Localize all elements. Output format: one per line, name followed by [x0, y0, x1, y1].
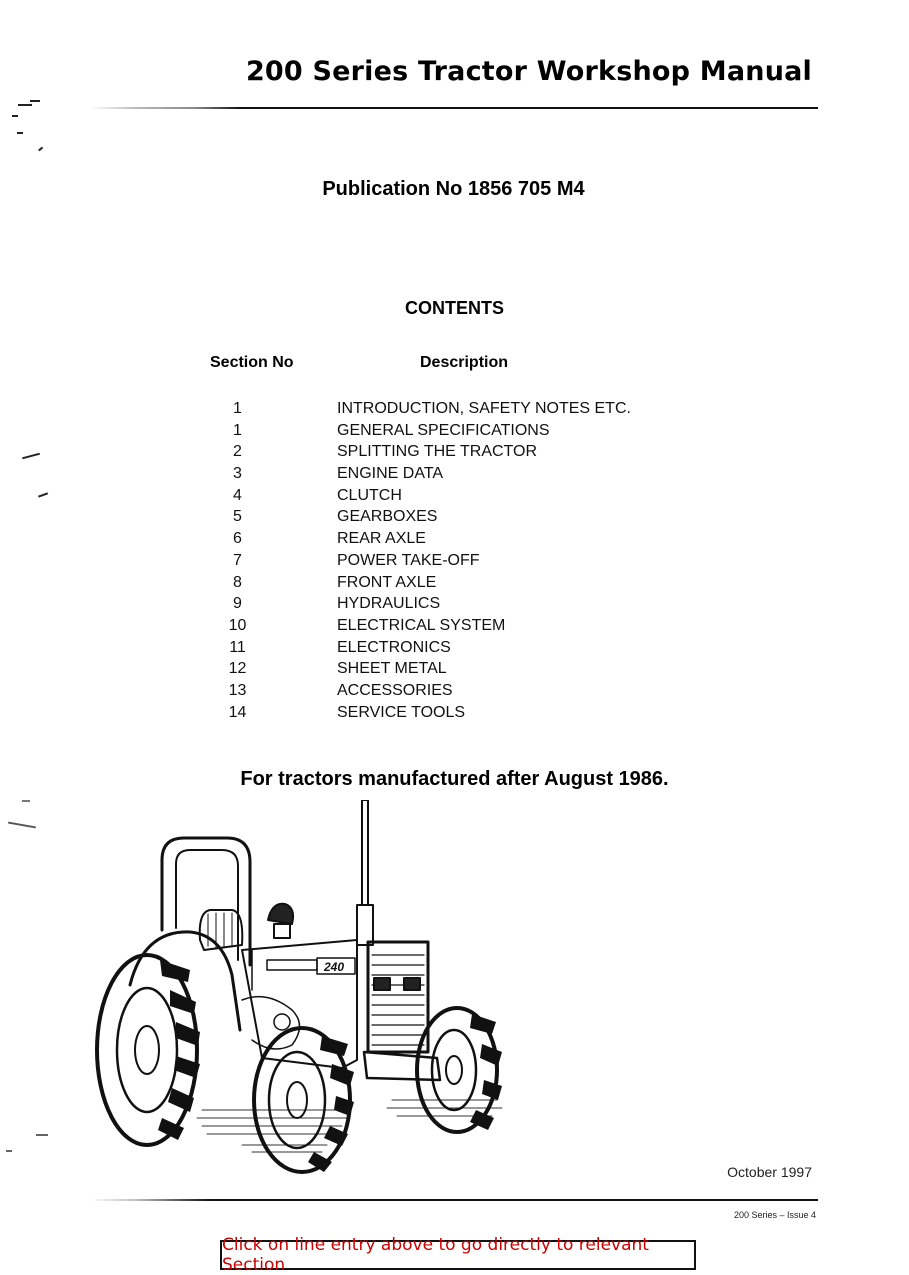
- toc-description: ENGINE DATA: [337, 465, 444, 483]
- contents-heading: CONTENTS: [405, 298, 504, 318]
- toc-description: INTRODUCTION, SAFETY NOTES ETC.: [337, 400, 631, 417]
- svg-text:240: 240: [324, 960, 345, 974]
- toc-entry-hydraulics[interactable]: [200, 593, 680, 615]
- publication-number-text: Publication No 1856 705 M4: [322, 178, 585, 200]
- toc-section-number: 13: [228, 681, 247, 699]
- toc-description: GEARBOXES: [337, 508, 438, 526]
- toc-section-number: 7: [233, 551, 242, 569]
- toc-entry-engine-data[interactable]: [200, 463, 680, 485]
- toc-entry-sheet-metal[interactable]: [200, 658, 680, 680]
- toc-description: REAR AXLE: [337, 530, 426, 548]
- toc-section-number: 1: [233, 421, 242, 439]
- toc-section-number: 5: [233, 508, 242, 526]
- toc-section-number: 12: [228, 660, 247, 678]
- toc-description: GENERAL SPECIFICATIONS: [337, 421, 550, 439]
- toc-entry-splitting-the-tractor[interactable]: [200, 441, 680, 463]
- toc-section-number: 8: [233, 573, 242, 591]
- toc-section-number: 9: [233, 595, 242, 613]
- header-divider: [90, 107, 818, 109]
- toc-section-number: 10: [228, 616, 247, 634]
- toc-section-number: 3: [233, 465, 242, 483]
- tractor-illustration: [92, 800, 512, 1180]
- section-navigation-hint-text: Click on line entry above to go directly to relevant Section: [222, 1235, 649, 1275]
- toc-section-number: 1: [233, 400, 242, 417]
- toc-description: ELECTRONICS: [337, 638, 451, 656]
- document-title: 200 Series Tractor Workshop Manual: [245, 56, 812, 87]
- toc-section-number: 6: [233, 530, 242, 548]
- toc-entry-introduction[interactable]: [200, 398, 680, 420]
- toc-entry-front-axle[interactable]: [200, 572, 680, 594]
- toc-entry-electronics[interactable]: [200, 637, 680, 659]
- section-navigation-hint[interactable]: [220, 1235, 696, 1275]
- toc-entry-gearboxes[interactable]: [200, 506, 680, 528]
- toc-description: ACCESSORIES: [337, 681, 453, 699]
- toc-description: CLUTCH: [337, 486, 402, 504]
- toc-section-number: 14: [228, 703, 247, 721]
- toc-section-number: 11: [229, 638, 246, 656]
- publication-number: [0, 178, 909, 201]
- toc-description: SHEET METAL: [337, 660, 447, 678]
- toc-description: ELECTRICAL SYSTEM: [337, 616, 506, 634]
- column-header-section-no: Section No: [210, 354, 294, 371]
- toc-entry-clutch[interactable]: [200, 485, 680, 507]
- toc-description: POWER TAKE-OFF: [337, 551, 480, 569]
- toc-entry-power-take-off[interactable]: [200, 550, 680, 572]
- series-issue-label: 200 Series – Issue 4: [733, 1210, 816, 1220]
- manufacture-date-note: For tractors manufactured after August 1986.: [240, 768, 669, 790]
- toc-description: HYDRAULICS: [337, 595, 441, 613]
- toc-entry-electrical-system[interactable]: [200, 615, 680, 637]
- toc-description: FRONT AXLE: [337, 573, 437, 591]
- publication-date: October 1997: [727, 1164, 812, 1180]
- toc-description: SERVICE TOOLS: [337, 703, 466, 721]
- column-header-description: Description: [420, 354, 509, 371]
- toc-entry-rear-axle[interactable]: [200, 528, 680, 550]
- toc-entry-service-tools[interactable]: [200, 702, 680, 724]
- footer-divider: [90, 1199, 818, 1201]
- toc-section-number: 2: [233, 443, 242, 461]
- toc-entry-general-specifications[interactable]: [200, 420, 680, 442]
- table-of-contents: [200, 398, 680, 723]
- toc-section-number: 4: [233, 486, 242, 504]
- toc-description: SPLITTING THE TRACTOR: [337, 443, 538, 461]
- toc-entry-accessories[interactable]: [200, 680, 680, 702]
